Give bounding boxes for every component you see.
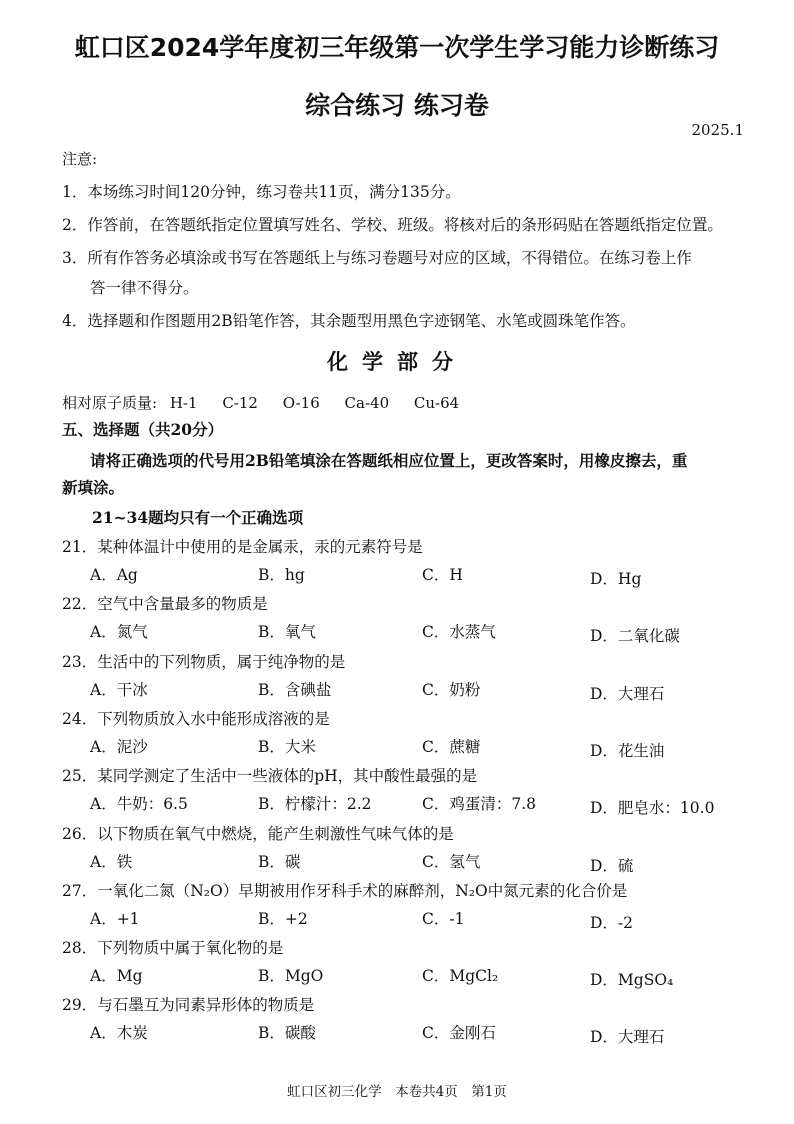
- question-option: A．氮气: [90, 623, 148, 642]
- question-stem: 27．一氧化二氮（N₂O）早期被用作牙科手术的麻醉剂，N₂O中氮元素的化合价是: [62, 881, 628, 900]
- question-option: B．大米: [258, 737, 316, 756]
- document-title: 虹口区2024学年度初三年级第一次学生学习能力诊断练习: [74, 33, 720, 62]
- question-option: A．+1: [90, 909, 140, 928]
- question-option: B．hg: [258, 566, 305, 584]
- notice-item-1: 1．本场练习时间120分钟，练习卷共11页，满分135分。: [62, 183, 461, 201]
- question-option: A．干冰: [90, 680, 148, 699]
- notice-item-3-continued: 答一律不得分。: [90, 279, 199, 297]
- instruction-line-1: 请将正确选项的代号用2B铅笔填涂在答题纸相应位置上，更改答案时，用橡皮擦去，重: [90, 451, 688, 470]
- atomic-masses: [62, 392, 479, 413]
- question-option: D．MgSO₄: [590, 971, 674, 990]
- question-option: C．-1: [422, 909, 465, 928]
- part-title: 五、选择题（共20分）: [62, 420, 224, 439]
- question-option: D．大理石: [590, 684, 665, 703]
- question-option: C．氢气: [422, 852, 481, 871]
- question-option: B．MgO: [258, 967, 324, 986]
- question-option: B．碳酸: [258, 1024, 316, 1043]
- question-stem: 23．生活中的下列物质，属于纯净物的是: [62, 652, 346, 671]
- question-option: C．鸡蛋清：7.8: [422, 795, 537, 814]
- question-option: C．H: [422, 566, 463, 584]
- question-option: C．奶粉: [422, 680, 481, 699]
- question-stem: 24．下列物质放入水中能形成溶液的是: [62, 709, 330, 728]
- question-option: C．水蒸气: [422, 623, 496, 642]
- notice-item-4: 4．选择题和作图题用2B铅笔作答，其余题型用黑色字迹钢笔、水笔或圆珠笔作答。: [62, 312, 636, 330]
- atomic-mass-label: 相对原子质量:: [62, 394, 158, 412]
- atomic-mass-h: H-1: [169, 394, 198, 412]
- question-option: D．肥皂水：10.0: [590, 799, 715, 818]
- question-option: D．硫: [590, 856, 634, 875]
- notice-item-2: 2．作答前，在答题纸指定位置填写姓名、学校、班级。将核对后的条形码贴在答题纸指定位置。: [62, 216, 723, 234]
- document-subtitle: 综合练习 练习卷: [305, 91, 489, 120]
- question-stem: 29．与石墨互为同素异形体的物质是: [62, 996, 315, 1015]
- question-stem: 28．下列物质中属于氧化物的是: [62, 939, 284, 958]
- question-stem: 26．以下物质在氧气中燃烧，能产生刺激性气味气体的是: [62, 824, 454, 843]
- question-option: D．二氧化碳: [590, 627, 680, 646]
- question-option: C．MgCl₂: [422, 967, 499, 986]
- question-option: C．蔗糖: [422, 737, 481, 756]
- page-footer: 虹口区初三化学 本卷共4页 第1页: [287, 1084, 507, 1100]
- sub-instruction: 21~34题均只有一个正确选项: [92, 508, 304, 527]
- question-option: D．大理石: [590, 1028, 665, 1047]
- question-option: B．柠檬汁：2.2: [258, 795, 372, 814]
- question-option: D．Hg: [590, 570, 642, 588]
- question-option: B．含碘盐: [258, 680, 332, 699]
- question-option: D．-2: [590, 913, 634, 932]
- question-option: A．Mg: [90, 967, 143, 986]
- question-option: A．Ag: [90, 566, 138, 584]
- atomic-mass-o: O-16: [282, 394, 320, 412]
- section-title: 化学部分: [327, 350, 467, 374]
- question-option: B．碳: [258, 852, 301, 871]
- question-option: D．花生油: [590, 741, 665, 760]
- notice-heading: 注意:: [62, 150, 98, 168]
- instruction-line-2: 新填涂。: [62, 478, 125, 497]
- atomic-mass-c: C-12: [222, 394, 258, 412]
- question-option: A．铁: [90, 852, 133, 871]
- question-stem: 21．某种体温计中使用的是金属汞，汞的元素符号是: [62, 538, 423, 556]
- question-option: A．泥沙: [90, 737, 148, 756]
- atomic-mass-cu: Cu-64: [413, 394, 460, 412]
- document-date: 2025.1: [691, 121, 744, 139]
- question-option: B．氧气: [258, 623, 316, 642]
- question-option: B．+2: [258, 909, 308, 928]
- atomic-mass-ca: Ca-40: [344, 394, 390, 412]
- question-stem: 25．某同学测定了生活中一些液体的pH，其中酸性最强的是: [62, 767, 478, 786]
- question-stem: 22．空气中含量最多的物质是: [62, 595, 268, 614]
- question-option: A．牛奶：6.5: [90, 795, 188, 814]
- question-option: A．木炭: [90, 1024, 148, 1043]
- notice-item-3: 3．所有作答务必填涂或书写在答题纸上与练习卷题号对应的区域，不得错位。在练习卷上作: [62, 249, 692, 267]
- question-option: C．金刚石: [422, 1024, 496, 1043]
